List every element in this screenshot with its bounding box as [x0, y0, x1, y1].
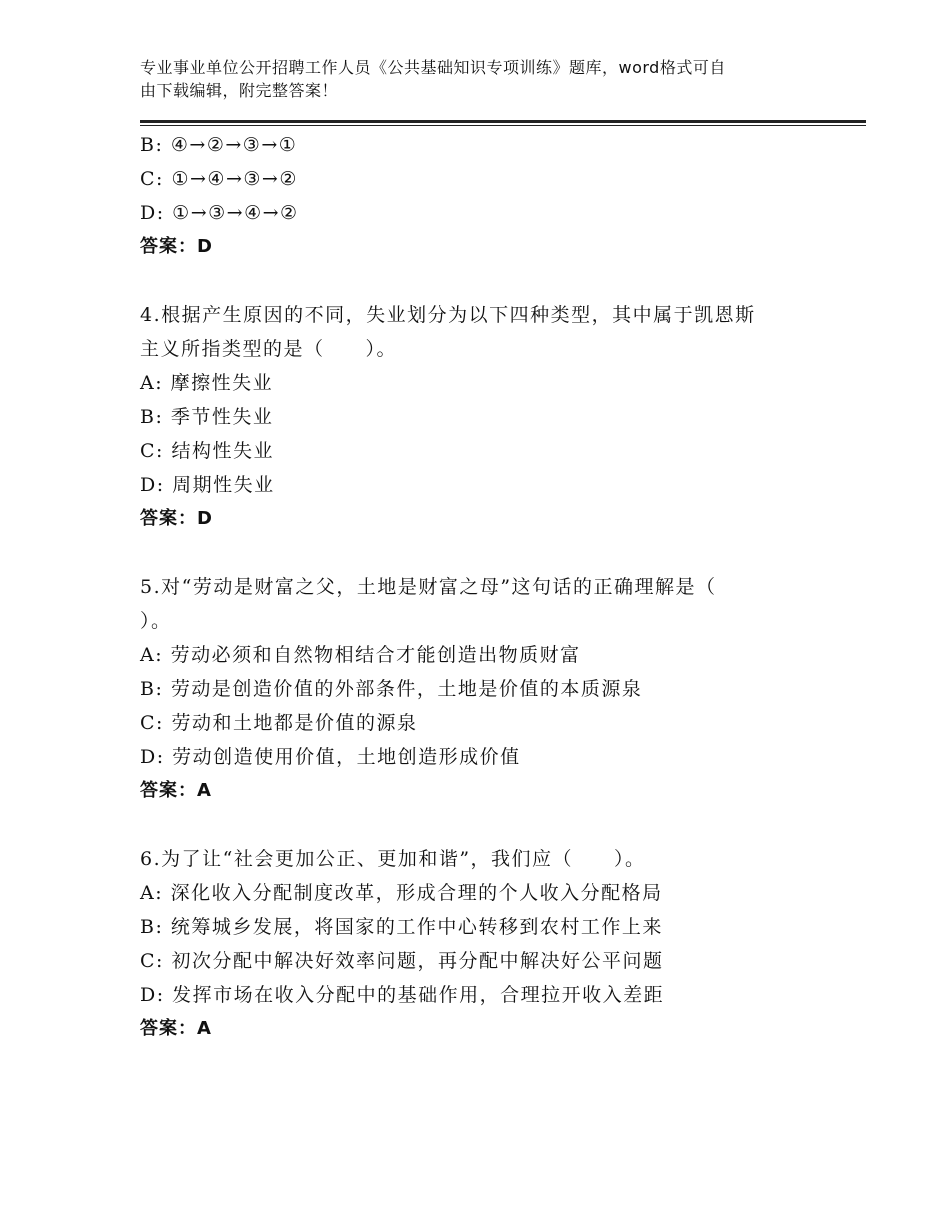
option-d: D: 发挥市场在收入分配中的基础作用，合理拉开收入差距 [140, 984, 665, 1006]
option-a: A: 摩擦性失业 [140, 372, 274, 394]
option-c: C: 劳动和土地都是价值的源泉 [140, 712, 418, 734]
answer-label: 答案：D [140, 236, 213, 257]
question-list [140, 128, 820, 1046]
option-a: A: 劳动必须和自然物相结合才能创造出物质财富 [140, 644, 581, 666]
option-d: D: ①→③→④→② [140, 202, 299, 224]
question-stem-line-2: 主义所指类型的是（ ）。 [140, 338, 398, 360]
option-b: B: ④→②→③→① [140, 134, 298, 156]
question-6 [140, 842, 820, 1046]
option-c: C: ①→④→③→② [140, 168, 298, 190]
header-divider-thick [140, 120, 866, 123]
header-divider-thin [140, 125, 866, 126]
option-d: D: 劳动创造使用价值，土地创造形成价值 [140, 746, 521, 768]
option-c: C: 结构性失业 [140, 440, 274, 462]
page-header [140, 56, 810, 102]
question-3 [140, 128, 820, 264]
question-stem-line-1: 6.为了让“社会更加公正、更加和谐”，我们应（ ）。 [140, 848, 646, 870]
answer-label: 答案：A [140, 780, 212, 801]
option-c: C: 初次分配中解决好效率问题，再分配中解决好公平问题 [140, 950, 664, 972]
spacer [140, 264, 820, 298]
header-line-1: 专业事业单位公开招聘工作人员《公共基础知识专项训练》题库，word格式可自 [140, 58, 726, 77]
option-d: D: 周期性失业 [140, 474, 275, 496]
spacer [140, 536, 820, 570]
spacer [140, 808, 820, 842]
answer-label: 答案：A [140, 1018, 212, 1039]
answer-label: 答案：D [140, 508, 213, 529]
option-b: B: 统筹城乡发展，将国家的工作中心转移到农村工作上来 [140, 916, 663, 938]
option-b: B: 劳动是创造价值的外部条件，土地是价值的本质源泉 [140, 678, 643, 700]
question-stem-line-1: 5.对“劳动是财富之父，土地是财富之母”这句话的正确理解是（ [140, 576, 717, 598]
question-stem-line-2: ）。 [140, 610, 172, 632]
header-line-2: 由下载编辑，附完整答案！ [140, 81, 339, 100]
question-5 [140, 570, 820, 808]
option-b: B: 季节性失业 [140, 406, 274, 428]
question-4 [140, 298, 820, 536]
question-stem-line-1: 4.根据产生原因的不同，失业划分为以下四种类型，其中属于凯恩斯 [140, 304, 756, 326]
option-a: A: 深化收入分配制度改革，形成合理的个人收入分配格局 [140, 882, 663, 904]
